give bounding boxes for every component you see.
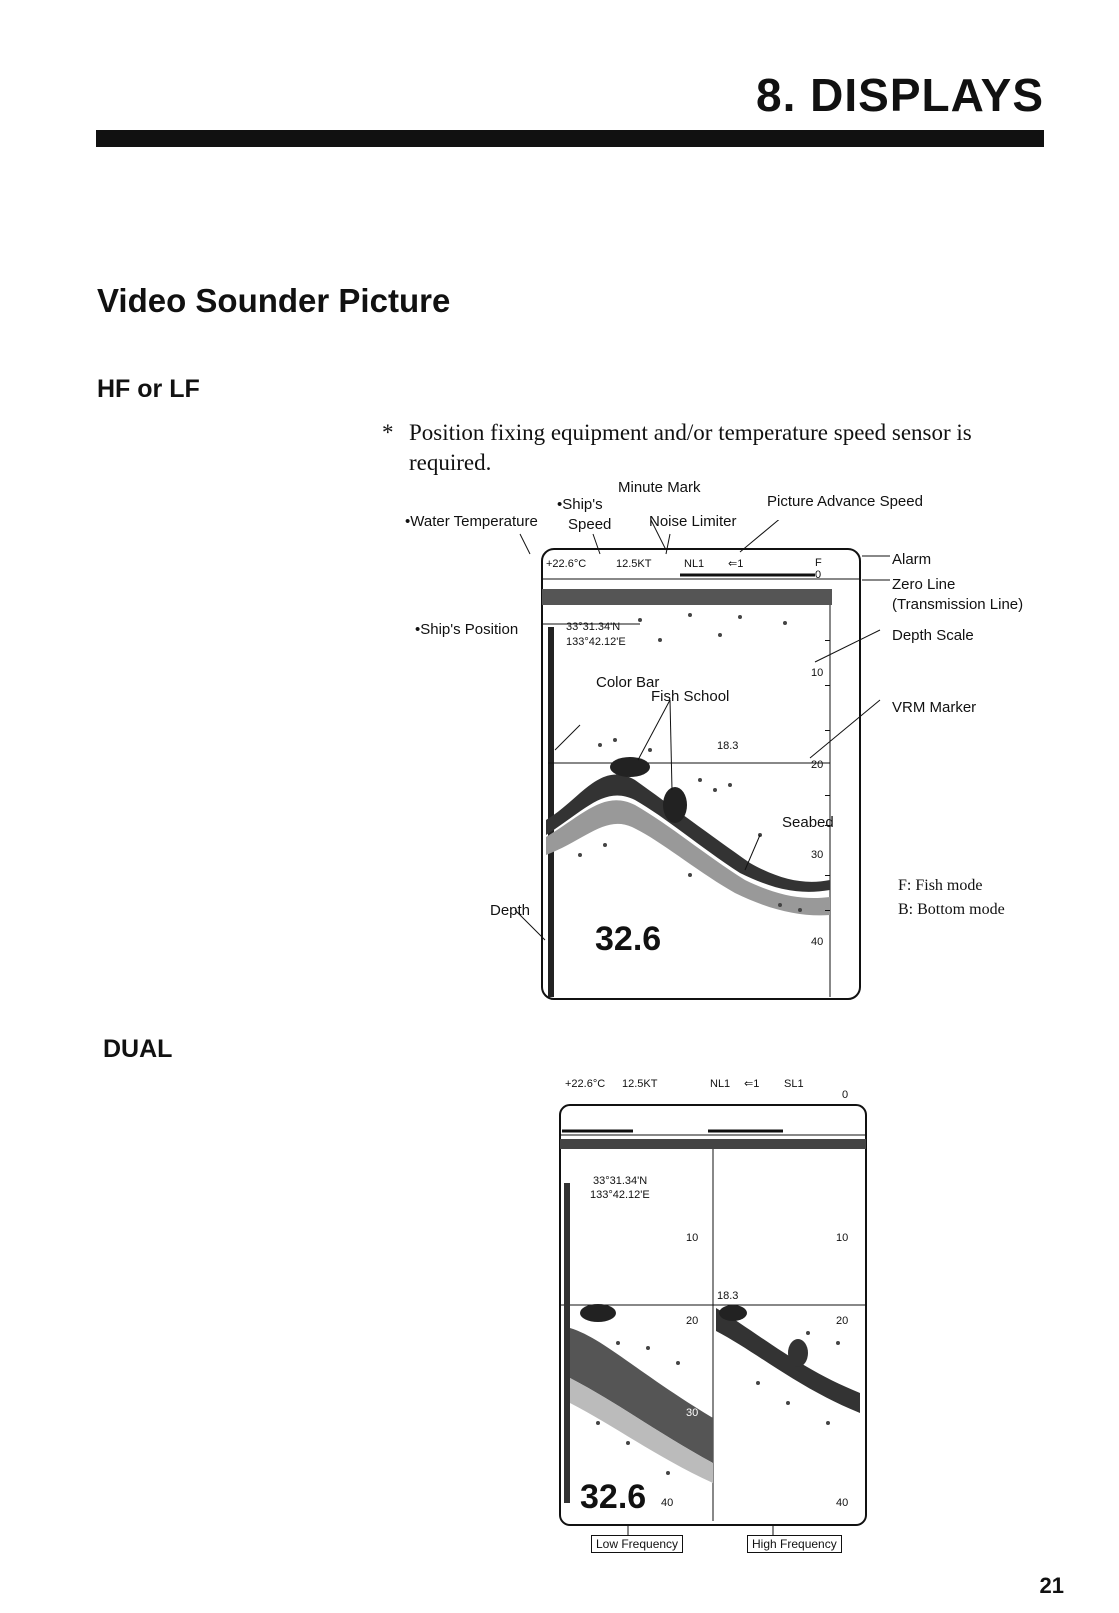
hf-temp: +22.6°C	[546, 558, 587, 570]
dual-noise-limiter: NL1	[710, 1078, 731, 1090]
hf-zero: 0	[815, 569, 822, 581]
hf-fish-school-label: Fish School	[651, 688, 730, 705]
legend-bottom-mode: B: Bottom mode	[898, 901, 1005, 918]
dual-left-scale-10: 10	[686, 1232, 699, 1244]
dual-speed: 12.5KT	[622, 1078, 658, 1090]
dual-depth-readout: 32.6	[580, 1478, 647, 1516]
advance-leader	[740, 520, 788, 552]
water-temp-leader	[520, 534, 530, 554]
dual-zero: 0	[842, 1089, 849, 1101]
minute-mark-leader	[648, 520, 666, 550]
dual-vrm-value: 18.3	[717, 1290, 739, 1302]
dual-right-scale-10: 10	[836, 1232, 849, 1244]
callout-water-temperature: •Water Temperature	[405, 513, 538, 530]
hf-speed: 12.5KT	[616, 558, 652, 570]
hf-lat: 33°31.34'N	[566, 621, 621, 633]
callout-picture-advance: Picture Advance Speed	[767, 493, 923, 510]
requirement-note	[382, 418, 1042, 478]
dual-advance-speed: ⇐1	[744, 1078, 760, 1090]
hf-scale-10: 10	[811, 667, 824, 679]
hf-lf-leader-lines	[470, 520, 890, 980]
high-frequency-label: High Frequency	[747, 1535, 842, 1553]
dual-right-fish	[719, 1305, 747, 1321]
dual-right-fish-2	[788, 1339, 808, 1367]
hf-vrm-value: 18.3	[717, 740, 739, 752]
hf-advance-speed: ⇐1	[728, 558, 744, 570]
callout-noise-limiter: Noise Limiter	[649, 513, 737, 530]
dual-right-scale-40: 40	[836, 1497, 849, 1509]
dual-left-fish	[580, 1304, 616, 1322]
chapter-title: 8. DISPLAYS	[756, 69, 1044, 121]
callout-ships-position: •Ship's Position	[415, 621, 519, 638]
hf-color-bar-label: Color Bar	[596, 674, 660, 691]
hf-scale-20: 20	[811, 759, 824, 771]
note-asterisk: *	[382, 420, 394, 445]
callout-transmission-line: (Transmission Line)	[892, 596, 1024, 613]
hf-depth-readout: 32.6	[595, 920, 662, 958]
page-number: 21	[1039, 1573, 1064, 1598]
depth-scale-leader	[815, 630, 880, 662]
low-frequency-label: Low Frequency	[591, 1535, 683, 1553]
note-text: Position fixing equipment and/or temperature speed sensor is required.	[409, 420, 972, 475]
chapter-rule	[96, 130, 1044, 147]
callout-vrm-marker: VRM Marker	[892, 699, 977, 716]
callout-minute-mark: Minute Mark	[618, 479, 701, 496]
dual-left-scale-20: 20	[686, 1315, 699, 1327]
dual-zero-band	[560, 1139, 866, 1149]
callout-ships-speed-1: •Ship's	[557, 496, 603, 513]
callout-ships-speed-2: Speed	[568, 516, 612, 533]
dual-left-scale-40: 40	[661, 1497, 674, 1509]
callout-depth: Depth	[490, 902, 531, 919]
dual-lat: 33°31.34'N	[593, 1175, 648, 1187]
hf-scale-40: 40	[811, 936, 824, 948]
hf-seabed-label: Seabed	[782, 814, 834, 831]
hf-scale-30: 30	[811, 849, 824, 861]
dual-marker-30: 30	[686, 1407, 699, 1419]
speed-leader	[593, 534, 600, 554]
depth-readout-leader	[515, 910, 545, 940]
dual-right-scale-20: 20	[836, 1315, 849, 1327]
hf-lf-heading: HF or LF	[97, 375, 200, 403]
callout-zero-line: Zero Line	[892, 576, 956, 593]
callout-depth-scale: Depth Scale	[892, 627, 974, 644]
vrm-leader	[810, 700, 880, 758]
callout-alarm: Alarm	[892, 551, 932, 568]
dual-sl: SL1	[784, 1078, 804, 1090]
section-title: Video Sounder Picture	[97, 282, 451, 319]
legend-fish-mode: F: Fish mode	[898, 877, 983, 894]
hf-lon: 133°42.12'E	[566, 636, 626, 648]
noise-leader	[666, 534, 670, 554]
hf-noise-limiter: NL1	[684, 558, 705, 570]
dual-color-bar	[564, 1183, 570, 1503]
hf-mode-flag: F	[815, 557, 822, 569]
dual-temp: +22.6°C	[565, 1078, 606, 1090]
dual-screen	[558, 1103, 870, 1535]
dual-heading: DUAL	[103, 1035, 173, 1063]
dual-lon: 133°42.12'E	[590, 1189, 650, 1201]
